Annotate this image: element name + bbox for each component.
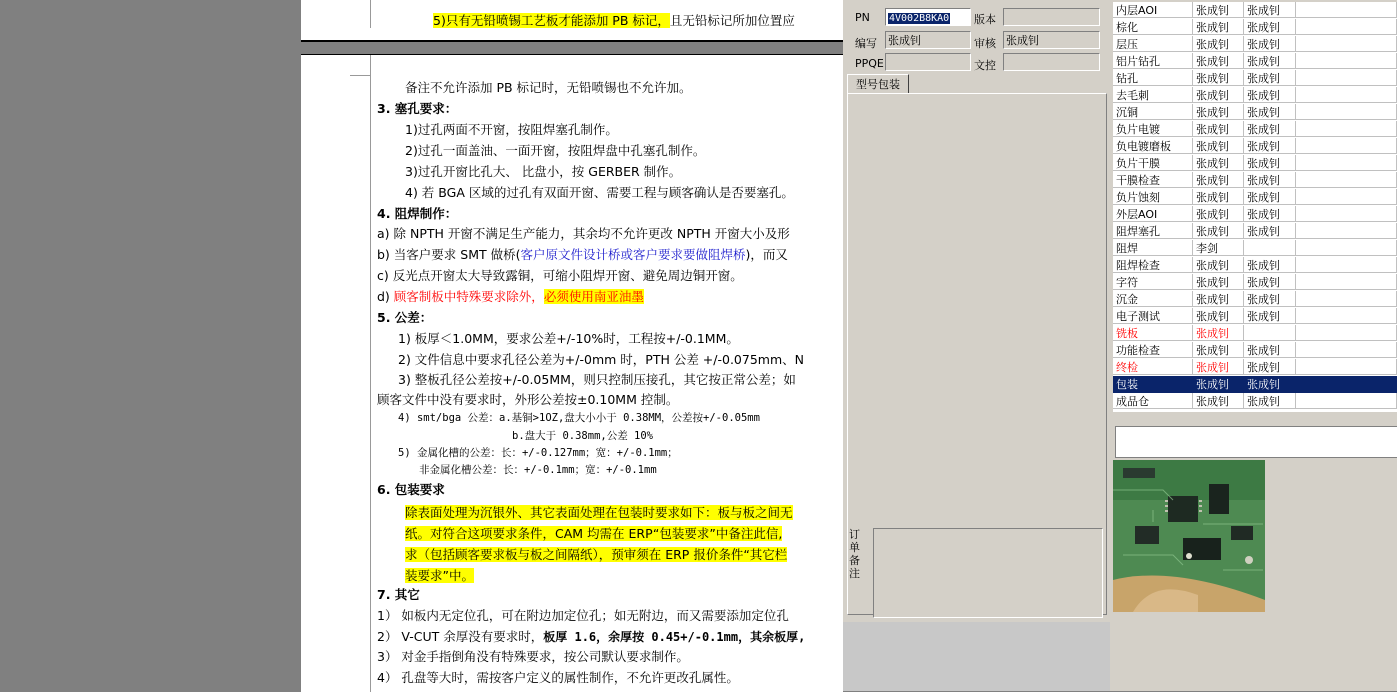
pn-value: 4V002B8KA0 [889,13,950,24]
operator-cell[interactable]: 张成钊 [1193,138,1244,154]
grid-row[interactable] [1113,172,1397,189]
doc-line [405,545,787,565]
pn-label: PN [855,11,870,24]
ppqe-label: PPQE [855,57,884,70]
step-cell[interactable]: 功能检查 [1113,342,1193,358]
grid-row[interactable] [1113,291,1397,308]
grid-gap [1113,412,1397,426]
grid-row[interactable] [1113,359,1397,376]
grid-row[interactable] [1113,155,1397,172]
checker-cell[interactable] [1244,325,1296,341]
empty-cell[interactable] [1296,206,1397,222]
reviewer-field[interactable]: 张成钊 [1003,31,1100,49]
operator-cell[interactable]: 张成钊 [1193,121,1244,137]
grid-row[interactable] [1113,70,1397,87]
checker-cell[interactable]: 张成钊 [1244,138,1296,154]
version-label: 版本 [974,13,996,26]
doc-line [405,503,793,523]
checker-cell[interactable]: 张成钊 [1244,189,1296,205]
doc-line: b.盘大于 0.38mm,公差 10% [512,430,654,442]
process-grid [1113,0,1397,412]
doc-line [377,247,788,262]
operator-cell[interactable]: 张成钊 [1193,274,1244,290]
empty-cell[interactable] [1296,36,1397,52]
page1-text [433,13,795,28]
checker-cell[interactable]: 张成钊 [1244,36,1296,52]
step-cell[interactable]: 沉金 [1113,291,1193,307]
empty-cell[interactable] [1296,53,1397,69]
empty-cell[interactable] [1296,70,1397,86]
doc-line: 3) 整板孔径公差按+/-0.05MM，则只控制压接孔，其它按正常公差；如 [398,372,796,387]
operator-cell[interactable]: 张成钊 [1193,376,1244,392]
plain-text: b) 当客户要求 SMT 做桥( [377,247,521,262]
document-page-current[interactable] [301,54,843,692]
operator-cell[interactable]: 张成钊 [1193,19,1244,35]
order-form [843,0,1110,691]
grid-row[interactable] [1113,104,1397,121]
doc-line: 3） 对金手指倒角没有特殊要求，按公司默认要求制作。 [377,649,689,664]
doc-control-field[interactable] [1003,53,1100,71]
empty-cell[interactable] [1296,87,1397,103]
operator-cell[interactable]: 张成钊 [1193,359,1244,375]
doc-line [405,524,782,544]
order-info-panel [843,0,1397,691]
checker-cell[interactable]: 张成钊 [1244,359,1296,375]
step-cell[interactable]: 内层AOI [1113,2,1193,18]
doc-line: 4) 若 BGA 区域的过孔有双面开窗、需要工程与顾客确认是否要塞孔。 [405,185,794,200]
grid-row[interactable] [1113,19,1397,36]
operator-cell[interactable]: 张成钊 [1193,104,1244,120]
grid-row[interactable] [1113,138,1397,155]
crop-mark [350,55,371,76]
step-cell[interactable]: 负片电镀 [1113,121,1193,137]
operator-cell[interactable]: 张成钊 [1193,172,1244,188]
checker-cell[interactable]: 张成钊 [1244,308,1296,324]
reviewer-label: 审核 [974,37,996,50]
step-cell[interactable]: 负片干膜 [1113,155,1193,171]
step-cell[interactable]: 外层AOI [1113,206,1193,222]
red-text: 顾客制板中特殊要求除外， [393,289,544,304]
operator-cell[interactable]: 张成钊 [1193,53,1244,69]
empty-cell[interactable] [1296,104,1397,120]
grid-row[interactable] [1113,223,1397,240]
doc-line: 备注不允许添加 PB 标记时，无铅喷锡也不允许加。 [405,80,692,95]
checker-cell[interactable]: 张成钊 [1244,172,1296,188]
empty-cell[interactable] [1296,155,1397,171]
writer-field[interactable]: 张成钊 [885,31,971,49]
checker-cell[interactable]: 张成钊 [1244,2,1296,18]
status-area [843,622,1110,691]
crop-mark [370,0,371,28]
section-heading-7: 7. 其它 [377,587,420,602]
section-heading-3: 3. 塞孔要求： [377,101,458,116]
pn-field[interactable] [885,8,971,26]
checker-cell[interactable]: 张成钊 [1244,206,1296,222]
doc-line: 2)过孔一面盖油、一面开窗，按阻焊盘中孔塞孔制作。 [405,143,706,158]
doc-line: 顾客文件中没有要求时，外形公差按±0.10MM 控制。 [377,392,679,407]
step-cell[interactable]: 棕化 [1113,19,1193,35]
empty-cell[interactable] [1296,189,1397,205]
checker-cell[interactable]: 张成钊 [1244,342,1296,358]
empty-cell[interactable] [1296,376,1397,392]
empty-cell[interactable] [1296,223,1397,239]
grid-row[interactable] [1113,342,1397,359]
checker-cell[interactable]: 张成钊 [1244,376,1296,392]
doc-line: 1)过孔两面不开窗，按阻焊塞孔制作。 [405,122,618,137]
section-heading-5: 5. 公差： [377,310,433,325]
writer-label: 编写 [855,37,877,50]
checker-cell[interactable]: 张成钊 [1244,121,1296,137]
empty-cell[interactable] [1296,359,1397,375]
grid-row[interactable] [1113,308,1397,325]
plain-text: 且无铅标记所加位置应 [669,13,795,28]
section-heading-4: 4. 阻焊制作： [377,206,458,221]
highlighted-text: 除表面处理为沉银外、其它表面处理在包装时要求如下：板与板之间无 [405,505,793,520]
step-cell[interactable]: 阻焊塞孔 [1113,223,1193,239]
operator-cell[interactable]: 张成钊 [1193,325,1244,341]
checker-cell[interactable]: 张成钊 [1244,393,1296,409]
checker-cell[interactable]: 张成钊 [1244,257,1296,273]
checker-cell[interactable]: 张成钊 [1244,104,1296,120]
grid-row[interactable] [1113,121,1397,138]
empty-cell[interactable] [1296,308,1397,324]
grid-row[interactable] [1113,87,1397,104]
grid-row[interactable] [1113,376,1397,393]
step-cell[interactable]: 钻孔 [1113,70,1193,86]
highlighted-text: 装要求”中。 [405,568,474,583]
grid-row[interactable] [1113,206,1397,223]
version-field[interactable] [1003,8,1100,26]
step-cell[interactable]: 成品仓 [1113,393,1193,409]
checker-cell[interactable]: 张成钊 [1244,19,1296,35]
operator-cell[interactable]: 张成钊 [1193,189,1244,205]
doc-line [377,629,805,645]
doc-line: 4） 孔盘等大时，需按客户定义的属性制作，不允许更改孔属性。 [377,670,739,685]
highlighted-text: 纸。对符合这项要求条件，CAM 均需在 ERP“包装要求”中备注此信, [405,526,783,541]
grid-row[interactable] [1113,240,1397,257]
step-cell[interactable]: 终检 [1113,359,1193,375]
empty-cell[interactable] [1296,342,1397,358]
operator-cell[interactable]: 张成钊 [1193,155,1244,171]
step-cell[interactable]: 字符 [1113,274,1193,290]
empty-panel [1267,460,1397,620]
doc-line: 1） 如板内无定位孔，可在附边加定位孔；如无附边，而又需要添加定位孔 [377,608,789,623]
bold-text: 板厚 1.6，余厚按 0.45+/-0.1mm，其余板厚, [543,630,806,644]
step-cell[interactable]: 包装 [1113,376,1193,392]
section-heading-6: 6. 包装要求 [377,482,445,497]
checker-cell[interactable]: 张成钊 [1244,155,1296,171]
grid-row[interactable] [1113,2,1397,19]
operator-cell[interactable]: 张成钊 [1193,308,1244,324]
pcb-photo [1113,460,1265,612]
doc-line [377,289,644,304]
doc-line: a) 除 NPTH 开窗不满足生产能力，其余均不允许更改 NPTH 开窗大小及形 [377,226,790,241]
blue-text: 客户原文件设计桥或客户要求要做阻焊桥 [520,247,746,262]
grid-row[interactable] [1113,325,1397,342]
document-page-previous [301,0,843,42]
grid-row[interactable] [1113,274,1397,291]
checker-cell[interactable]: 张成钊 [1244,274,1296,290]
highlighted-red-text: 必须使用南亚油墨 [543,289,644,304]
operator-cell[interactable]: 张成钊 [1193,206,1244,222]
operator-cell[interactable]: 张成钊 [1193,393,1244,409]
operator-cell[interactable]: 李剑 [1193,240,1244,256]
empty-cell[interactable] [1296,240,1397,256]
operator-cell[interactable]: 张成钊 [1193,223,1244,239]
empty-cell[interactable] [1296,291,1397,307]
step-cell[interactable]: 铣板 [1113,325,1193,341]
empty-cell[interactable] [1296,2,1397,18]
highlighted-text: 5)只有无铅喷锡工艺板才能添加 PB 标记， [433,13,670,28]
empty-cell[interactable] [1296,172,1397,188]
doc-line: 1) 板厚＜1.0MM，要求公差+/-10%时，工程按+/-0.1MM。 [398,331,739,346]
doc-line [405,566,474,586]
doc-line: 4) smt/bga 公差：a.基铜>1OZ,盘大小小于 0.38MM，公差按+/-0.05mm [398,412,760,424]
doc-control-label: 文控 [974,59,996,72]
operator-cell[interactable]: 张成钊 [1193,70,1244,86]
plain-text: )，而又 [745,247,788,262]
grid-row[interactable] [1113,53,1397,70]
step-cell[interactable]: 层压 [1113,36,1193,52]
tab-model-packaging[interactable]: 型号包装 [847,74,909,94]
operator-cell[interactable]: 张成钊 [1193,87,1244,103]
ppqe-field[interactable] [885,53,971,71]
order-memo-label: 订单备注 [849,528,860,580]
order-memo-field[interactable] [873,528,1103,618]
empty-cell[interactable] [1296,19,1397,35]
checker-cell[interactable] [1244,240,1296,256]
plain-text: 2） V-CUT 余厚没有要求时， [377,629,544,644]
checker-cell[interactable]: 张成钊 [1244,70,1296,86]
grid-row[interactable] [1113,36,1397,53]
plain-text: d) [377,289,394,304]
doc-line: 5) 金属化槽的公差：长：+/-0.127mm；宽：+/-0.1mm； [398,447,678,459]
empty-cell[interactable] [1296,274,1397,290]
checker-cell[interactable]: 张成钊 [1244,53,1296,69]
step-cell[interactable]: 负电镀磨板 [1113,138,1193,154]
empty-cell[interactable] [1296,121,1397,137]
step-cell[interactable]: 电子测试 [1113,308,1193,324]
empty-cell[interactable] [1296,257,1397,273]
empty-cell[interactable] [1296,325,1397,341]
grid-row[interactable] [1113,393,1397,410]
highlighted-text: 求（包括顾客要求板与板之间隔纸），预审须在 ERP 报价条件“其它栏 [405,547,788,562]
note-field[interactable] [1115,426,1397,458]
margin-line [370,75,371,692]
doc-line: 3)过孔开窗比孔大、 比盘小，按 GERBER 制作。 [405,164,682,179]
empty-cell[interactable] [1296,138,1397,154]
step-cell[interactable]: 阻焊检查 [1113,257,1193,273]
operator-cell[interactable]: 张成钊 [1193,36,1244,52]
grid-row[interactable] [1113,257,1397,274]
step-cell[interactable]: 铝片钻孔 [1113,53,1193,69]
step-cell[interactable]: 负片蚀刻 [1113,189,1193,205]
doc-line: c) 反光点开窗太大导致露铜，可缩小阻焊开窗、避免周边铜开窗。 [377,268,743,283]
grid-row[interactable] [1113,189,1397,206]
step-cell[interactable]: 沉铜 [1113,104,1193,120]
empty-cell[interactable] [1296,393,1397,409]
operator-cell[interactable]: 张成钊 [1193,257,1244,273]
doc-line: 2) 文件信息中要求孔径公差为+/-0mm 时，PTH 公差 +/-0.075mm、N [398,352,804,367]
step-cell[interactable]: 干膜检查 [1113,172,1193,188]
checker-cell[interactable]: 张成钊 [1244,291,1296,307]
checker-cell[interactable]: 张成钊 [1244,223,1296,239]
operator-cell[interactable]: 张成钊 [1193,291,1244,307]
operator-cell[interactable]: 张成钊 [1193,342,1244,358]
operator-cell[interactable]: 张成钊 [1193,2,1244,18]
doc-line: 非金属化槽公差：长：+/-0.1mm；宽：+/-0.1mm [419,464,657,476]
step-cell[interactable]: 去毛刺 [1113,87,1193,103]
checker-cell[interactable]: 张成钊 [1244,87,1296,103]
step-cell[interactable]: 阻焊 [1113,240,1193,256]
